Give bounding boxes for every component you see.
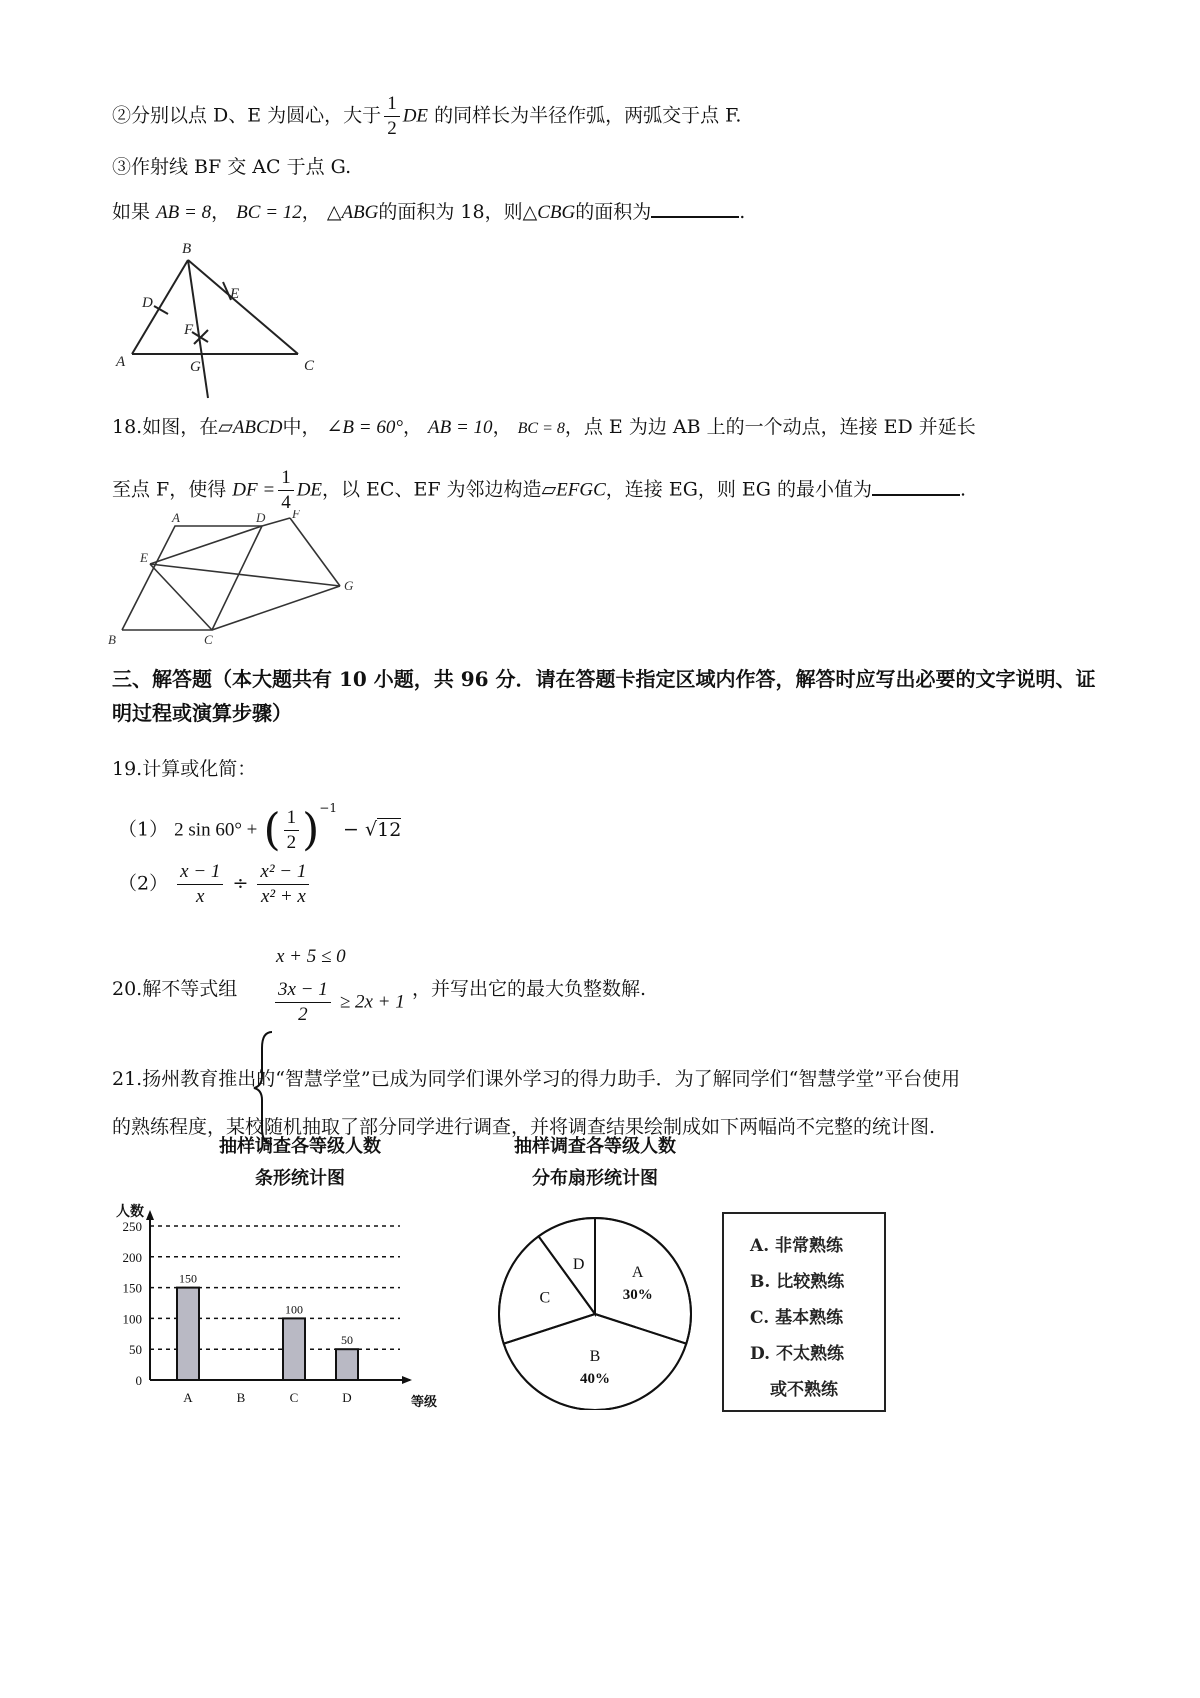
q17-step3: ③作射线 BF 交 AC 于点 G. (112, 156, 352, 178)
bar-chart-xlabel: 等级 (410, 1394, 438, 1409)
segment-gc (212, 586, 340, 630)
segment-ed (150, 526, 262, 564)
bar-D (336, 1349, 358, 1380)
q17-bc: BC = 12 (236, 202, 302, 223)
q18-ab: AB = 10 (428, 417, 493, 438)
q17-ab: AB = 8 (156, 202, 212, 223)
q18-parallelogram-figure (100, 510, 370, 650)
legend-box (722, 1212, 886, 1412)
q17-de: DE (402, 105, 429, 127)
pie-chart-subtitle: 分布扇形统计图 (532, 1168, 658, 1188)
label-g: G (190, 359, 201, 375)
pie-chart (470, 1130, 720, 1410)
label-b: B (182, 241, 192, 257)
q17-half-fraction: $\frac{1}{2}$ (384, 92, 400, 141)
q17-step2 (112, 92, 741, 141)
data-label-D: 50 (341, 1333, 353, 1348)
section3-heading: 三、解答题（本大题共有 10 小题，共 96 分．请在答题卡指定区域内作答，解答时应写出必要的文字说明、证明过程或演算步骤） (112, 667, 1096, 725)
q20-inequality1: x + 5 ≤ 0 (276, 946, 346, 967)
y-tick-label: 50 (129, 1342, 142, 1358)
q17-answer-blank (651, 198, 739, 218)
q19-part2: （2） $\frac{x - 1}{x}$ ÷ $\frac{\text{x² − 1}}{\text{x² + x}}$ (118, 860, 312, 909)
label-b: B (108, 632, 116, 647)
side-dcb (122, 526, 262, 630)
arc-mark-f2 (194, 330, 208, 344)
q20-prefix: 20.解不等式组 (112, 978, 238, 1000)
q19-frac1: $\frac{x - 1}{x}$ (177, 860, 223, 909)
label-f: F (292, 510, 300, 521)
q21-line1: 21.扬州教育推出的“智慧学堂”已成为同学们课外学习的得力助手．为了解同学们“智慧学堂”平台使用 (112, 1068, 961, 1090)
q18-angle-b: ∠B = 60° (326, 417, 403, 438)
y-tick-label: 150 (122, 1280, 142, 1296)
bar-chart-ylabel: 人数 (116, 1205, 144, 1220)
q19-right-paren: ) (302, 804, 320, 856)
y-tick-label: 200 (122, 1249, 142, 1265)
segment-fg (290, 518, 340, 586)
label-d: D (142, 295, 153, 311)
data-label-A: 150 (179, 1271, 197, 1286)
y-tick-label: 250 (122, 1219, 142, 1234)
q18-quarter-fraction: $\frac{1}{4}$ (278, 466, 294, 515)
label-c: C (304, 358, 315, 374)
slice-percent-A: 30% (622, 1286, 653, 1303)
label-f: F (184, 322, 194, 338)
q19-left-paren: ( (263, 804, 281, 856)
bar-A (177, 1288, 199, 1380)
q21-line2: 的熟练程度，某校随机抽取了部分同学进行调查，并将调查结果绘制成如下两幅尚不完整的统计图. (112, 1116, 936, 1138)
q17-step2-post: 的同样长为半径作弧，两弧交于点 F. (434, 104, 742, 127)
data-label-C: 100 (285, 1302, 303, 1317)
q17-condition: 如果 AB = 8， BC = 12， △ABG的面积为 18，则△CBG的面积为 . (112, 198, 745, 226)
q17-tri-abg: △ABG (326, 202, 379, 223)
label-e: E (140, 550, 148, 565)
q19-radicand: 12 (377, 818, 402, 841)
q18-parallelogram-abcd: ▱ABCD (218, 417, 283, 438)
slice-percent-B: 40% (580, 1370, 610, 1387)
slice-label-D: D (572, 1255, 585, 1273)
slice-label-B: B (589, 1347, 601, 1365)
segment-ec (150, 564, 212, 630)
y-axis-arrow (146, 1210, 154, 1220)
legend-item: A. 非常熟练 (750, 1236, 844, 1256)
q19-frac2: $\frac{\text{x² − 1}}{\text{x² + x}}$ (257, 860, 309, 909)
q19-half-fraction: $\frac{1}{2}$ (284, 806, 300, 855)
q18-answer-blank (872, 476, 960, 496)
legend-item: 或不熟练 (770, 1380, 838, 1400)
q19-part1: （1） 2 sin 60° + ( $\frac{1}{2}$ )$^{-1}$ − √12 (118, 801, 402, 856)
q17-step2-pre: ②分别以点 D、E 为圆心，大于 (112, 104, 382, 127)
legend-item: D. 不太熟练 (750, 1344, 844, 1364)
x-tick-label: A (183, 1390, 193, 1405)
segment-eg (150, 564, 340, 586)
q19-exponent: −1 (319, 801, 337, 816)
q18-line1: 18.如图，在▱ABCD中， ∠B = 60°， AB = 10， BC = 8，点 E 为边 AB 上的一个动点，连接 ED 并延长 (112, 416, 976, 438)
side-bad (122, 526, 262, 630)
label-e: E (230, 286, 240, 302)
segment-df (262, 518, 290, 526)
x-tick-label: C (289, 1390, 299, 1405)
q18-line2: 至点 F，使得 DF = $\frac{1}{4}$ DE，以 EC、EF 为邻边构造▱EFGC，连接 EG，则 EG 的最小值为 . (112, 467, 967, 513)
q18-bc: BC = 8 (517, 420, 565, 437)
bar-chart-subtitle: 条形统计图 (255, 1168, 345, 1188)
q20-inequality2: $\frac{3x - 1}{2}$ ≥ 2x + 1 (272, 978, 405, 1027)
q18-de: DE (296, 479, 323, 501)
slice-label-A: A (631, 1263, 644, 1281)
label-g: G (344, 578, 354, 593)
legend-item: C. 基本熟练 (750, 1308, 844, 1328)
side-ab (132, 260, 188, 354)
y-tick-label: 0 (135, 1373, 142, 1388)
bar-chart-title: 抽样调查各等级人数 (219, 1136, 381, 1156)
legend-items (724, 1214, 884, 1408)
q20-suffix: ，并写出它的最大负整数解. (412, 978, 647, 1000)
slice-label-C: C (539, 1289, 551, 1307)
bar-chart (110, 1130, 470, 1420)
label-d: D (256, 510, 266, 525)
q20-frac: $\frac{3x - 1}{2}$ (275, 978, 331, 1027)
y-tick-label: 100 (122, 1311, 142, 1327)
pie-chart-title: 抽样调查各等级人数 (514, 1136, 676, 1156)
x-axis-arrow (402, 1376, 412, 1384)
label-a: A (116, 354, 126, 370)
q18-df: DF = (232, 479, 276, 501)
x-tick-label: D (342, 1390, 352, 1405)
bar-C (283, 1318, 305, 1380)
q19-sqrt-symbol: √ (365, 818, 378, 841)
q18-parallelogram-efgc: ▱EFGC (541, 479, 606, 501)
q19-title: 19.计算或化简： (112, 758, 257, 780)
label-c: C (204, 632, 213, 647)
x-tick-label: B (236, 1390, 246, 1405)
legend-item: B. 比较熟练 (750, 1272, 845, 1292)
q17-tri-cbg: △CBG (522, 202, 576, 223)
label-a: A (172, 510, 180, 525)
q17-triangle-figure (110, 240, 350, 405)
